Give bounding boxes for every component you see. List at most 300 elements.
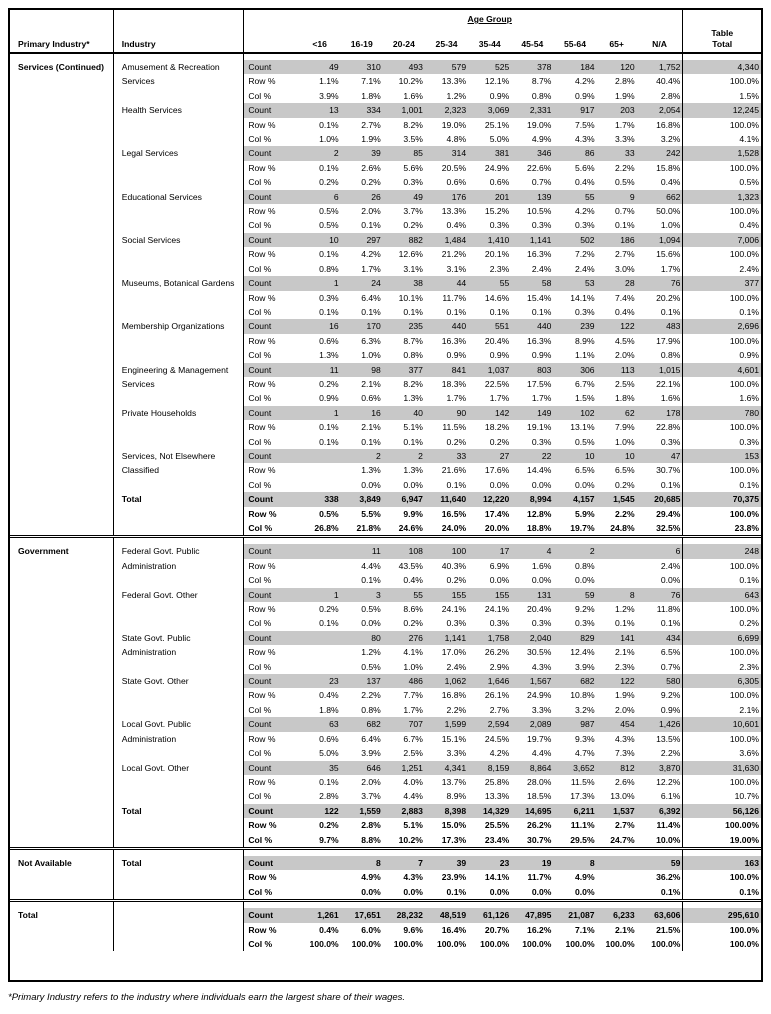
value-cell: 0.6%: [319, 335, 339, 346]
value-cell: 0.9%: [489, 350, 510, 361]
industry-label: Museums, Botanical Gardens: [121, 278, 235, 289]
value-cell: 0.1%: [361, 306, 381, 317]
value-cell: 1,037: [468, 363, 511, 377]
value-cell: 25.1%: [484, 119, 510, 130]
value-cell: 47: [637, 449, 683, 463]
value-cell: 3.7%: [403, 206, 423, 217]
table-total-cell: 100.0%: [683, 559, 761, 573]
header-age-65plus: 65+: [597, 10, 637, 53]
row-type-label: Count: [244, 363, 299, 377]
value-cell: 1.7%: [615, 119, 635, 130]
row-type-label: Count: [244, 804, 299, 818]
industry-label: Total: [121, 805, 142, 816]
value-cell: 2: [383, 449, 425, 463]
row-type-label: Count: [244, 674, 299, 688]
table-total-cell: 0.5%: [683, 175, 761, 189]
table-total-cell: 100.0%: [683, 420, 761, 434]
table-total-cell: 12,245: [683, 103, 761, 117]
value-cell: 23.9%: [441, 872, 467, 883]
value-cell: 155: [468, 588, 511, 602]
table-row: [10, 103, 761, 117]
value-cell: 1.3%: [403, 393, 423, 404]
group-spacer: [10, 901, 761, 909]
value-cell: 19.7%: [570, 523, 595, 533]
row-type-label: Row %: [244, 923, 299, 937]
value-cell: 0.2%: [489, 436, 510, 447]
spacer-cell: [597, 901, 637, 909]
value-cell: 24.8%: [610, 523, 635, 533]
value-cell: 10.8%: [570, 690, 595, 701]
value-cell: 12.6%: [398, 249, 423, 260]
value-cell: 0.3%: [489, 220, 510, 231]
row-type-label: Col %: [244, 391, 299, 405]
value-cell: 0.7%: [615, 206, 635, 217]
table-total-cell: 100.0%: [683, 937, 761, 951]
industry-label: Federal Govt. Other: [121, 589, 198, 600]
table-total-cell: 100.0%: [683, 74, 761, 88]
value-cell: [299, 645, 341, 659]
value-cell: 38: [383, 276, 425, 290]
table-total-cell: 19.00%: [683, 833, 761, 849]
value-cell: 0.0%: [489, 886, 510, 897]
value-cell: 0.0%: [531, 575, 552, 586]
value-cell: 0.4%: [446, 220, 467, 231]
header-industry: Industry: [113, 10, 244, 53]
value-cell: 12,220: [468, 492, 511, 506]
value-cell: 0.2%: [319, 177, 339, 188]
value-cell: 22.8%: [656, 422, 681, 433]
value-cell: 1,261: [299, 908, 341, 922]
row-type-label: Count: [244, 406, 299, 420]
row-type-label: Col %: [244, 89, 299, 103]
value-cell: 39: [425, 856, 468, 870]
row-type-label: Row %: [244, 204, 299, 218]
row-type-label: Col %: [244, 789, 299, 803]
value-cell: 6,392: [637, 804, 683, 818]
value-cell: 377: [383, 363, 425, 377]
header-age-25-34-label: 25-34: [435, 39, 458, 49]
value-cell: 1,062: [425, 674, 468, 688]
value-cell: 98: [341, 363, 383, 377]
value-cell: 178: [637, 406, 683, 420]
group-spacer: [10, 537, 761, 545]
value-cell: 8,864: [511, 761, 553, 775]
value-cell: 0.6%: [489, 177, 510, 188]
value-cell: 11.5%: [442, 422, 467, 433]
value-cell: 10.5%: [527, 206, 552, 217]
industry-label: State Govt. Other: [121, 676, 189, 687]
value-cell: 122: [597, 674, 637, 688]
table-total-cell: 6,699: [683, 631, 761, 645]
table-row: [10, 363, 761, 377]
value-cell: 15.8%: [656, 162, 681, 173]
value-cell: 9.2%: [575, 604, 595, 615]
value-cell: 3.3%: [531, 704, 552, 715]
value-cell: 24.5%: [484, 733, 510, 744]
industry-label: Membership Organizations: [121, 321, 225, 332]
value-cell: [597, 870, 637, 884]
value-cell: 59: [553, 588, 596, 602]
value-cell: 3,652: [553, 761, 596, 775]
value-cell: 8.6%: [403, 604, 423, 615]
value-cell: 18.8%: [527, 523, 552, 533]
value-cell: 24.7%: [610, 834, 635, 845]
value-cell: 137: [341, 674, 383, 688]
value-cell: 8: [553, 856, 596, 870]
row-type-label: Row %: [244, 645, 299, 659]
value-cell: 2.7%: [615, 820, 635, 831]
value-cell: 486: [383, 674, 425, 688]
value-cell: 58: [511, 276, 553, 290]
value-cell: 80: [341, 631, 383, 645]
value-cell: 3,849: [341, 492, 383, 506]
value-cell: 2.2%: [615, 162, 635, 173]
value-cell: 17.5%: [527, 378, 552, 389]
value-cell: 4.4%: [403, 791, 423, 802]
row-type-label: Col %: [244, 573, 299, 587]
value-cell: 5.9%: [575, 508, 595, 519]
value-cell: 1.0%: [615, 436, 635, 447]
value-cell: 23: [299, 674, 341, 688]
spacer-cell: [10, 848, 113, 856]
value-cell: 2.4%: [660, 560, 681, 571]
value-cell: 1.6%: [531, 560, 552, 571]
value-cell: 6.9%: [489, 560, 510, 571]
value-cell: 17: [468, 544, 511, 558]
header-total-label: Total: [712, 39, 733, 49]
value-cell: 434: [637, 631, 683, 645]
value-cell: 14.1%: [484, 872, 510, 883]
header-table-label: Table: [711, 28, 734, 38]
value-cell: 4.5%: [615, 335, 635, 346]
value-cell: 1,094: [637, 233, 683, 247]
value-cell: 0.6%: [319, 733, 339, 744]
value-cell: 27: [468, 449, 511, 463]
value-cell: 0.1%: [361, 220, 381, 231]
value-cell: 0.8%: [403, 350, 423, 361]
value-cell: 841: [425, 363, 468, 377]
header-age-16-19: 16-19: [341, 10, 383, 53]
value-cell: 24.1%: [441, 604, 467, 615]
value-cell: 987: [553, 717, 596, 731]
table-row: [10, 276, 761, 290]
table-total-cell: 0.4%: [683, 218, 761, 232]
spacer-cell: [244, 901, 299, 909]
table-total-cell: 2.4%: [683, 262, 761, 276]
row-type-label: Count: [244, 761, 299, 775]
value-cell: 440: [511, 319, 553, 333]
row-type-label: Count: [244, 631, 299, 645]
age-group-table: [10, 10, 761, 951]
row-type-label: Col %: [244, 746, 299, 760]
value-cell: 4.4%: [361, 560, 381, 571]
value-cell: 1.2%: [446, 90, 467, 101]
value-cell: 1.6%: [403, 90, 423, 101]
value-cell: 1.0%: [319, 134, 339, 145]
spacer-cell: [299, 848, 341, 856]
table-row: [10, 233, 761, 247]
value-cell: 55: [383, 588, 425, 602]
value-cell: 15.2%: [484, 206, 510, 217]
row-type-label: Count: [244, 233, 299, 247]
value-cell: 1,752: [637, 60, 683, 74]
value-cell: 11.5%: [570, 776, 595, 787]
table-row: [10, 190, 761, 204]
table-total-cell: 100.0%: [683, 377, 761, 391]
value-cell: 0.1%: [319, 249, 339, 260]
row-type-label: Row %: [244, 507, 299, 521]
value-cell: 4.3%: [575, 134, 595, 145]
value-cell: 142: [468, 406, 511, 420]
value-cell: 30.7%: [527, 834, 552, 845]
value-cell: 49: [383, 190, 425, 204]
spacer-cell: [10, 901, 113, 909]
table-total-cell: 7,006: [683, 233, 761, 247]
value-cell: 20.7%: [484, 924, 510, 935]
value-cell: 1: [299, 276, 341, 290]
value-cell: 0.4%: [319, 924, 339, 935]
industry-label: [113, 908, 244, 951]
value-cell: 29.5%: [570, 834, 595, 845]
table-total-cell: 4.1%: [683, 132, 761, 146]
value-cell: 40.3%: [441, 560, 467, 571]
value-cell: 100.0%: [351, 938, 381, 949]
value-cell: 1,484: [425, 233, 468, 247]
value-cell: 1.7%: [361, 263, 381, 274]
industry-label: Legal Services: [121, 148, 179, 159]
primary-industry-label: Not Available: [10, 856, 113, 901]
spacer-cell: [383, 901, 425, 909]
primary-industry-label: Total: [10, 908, 113, 951]
value-cell: 1.7%: [489, 393, 510, 404]
value-cell: 19.0%: [527, 119, 552, 130]
value-cell: 0.1%: [660, 618, 681, 629]
value-cell: 24.1%: [484, 604, 510, 615]
table-total-cell: 248: [683, 544, 761, 558]
spacer-cell: [113, 848, 244, 856]
spacer-cell: [341, 537, 383, 545]
value-cell: 14.1%: [570, 292, 595, 303]
value-cell: 3.3%: [615, 134, 635, 145]
value-cell: 310: [341, 60, 383, 74]
value-cell: 2.1%: [361, 422, 381, 433]
value-cell: 100.0%: [309, 938, 339, 949]
value-cell: 2.9%: [489, 661, 510, 672]
value-cell: 6,947: [383, 492, 425, 506]
table-total-cell: 163: [683, 856, 761, 870]
value-cell: 4.2%: [489, 748, 510, 759]
value-cell: 0.0%: [489, 575, 510, 586]
value-cell: 0.8%: [660, 350, 681, 361]
value-cell: [597, 885, 637, 901]
spacer-cell: [597, 848, 637, 856]
row-type-label: Col %: [244, 435, 299, 449]
value-cell: 201: [468, 190, 511, 204]
value-cell: 24.0%: [441, 523, 467, 533]
value-cell: 1.9%: [361, 134, 381, 145]
value-cell: [299, 856, 341, 870]
value-cell: 0.3%: [531, 220, 552, 231]
value-cell: 5.5%: [361, 508, 381, 519]
value-cell: 14.4%: [527, 465, 552, 476]
industry-label: Amusement & Recreation Services: [121, 62, 220, 87]
value-cell: 21.6%: [441, 465, 467, 476]
row-type-label: Row %: [244, 420, 299, 434]
value-cell: 4.8%: [446, 134, 467, 145]
value-cell: 22.5%: [484, 378, 510, 389]
value-cell: 242: [637, 146, 683, 160]
table-row: [10, 717, 761, 731]
value-cell: 3,870: [637, 761, 683, 775]
spacer-cell: [383, 53, 425, 60]
table-row: [10, 492, 761, 506]
value-cell: 21.8%: [356, 523, 381, 533]
value-cell: 0.2%: [446, 436, 467, 447]
value-cell: 40.4%: [656, 76, 681, 87]
value-cell: 0.2%: [319, 604, 339, 615]
value-cell: 12.8%: [527, 508, 552, 519]
table-total-cell: 100.0%: [683, 247, 761, 261]
value-cell: 55: [468, 276, 511, 290]
table-total-cell: 100.0%: [683, 291, 761, 305]
spacer-cell: [468, 901, 511, 909]
value-cell: 14.6%: [484, 292, 510, 303]
value-cell: 12.4%: [570, 647, 595, 658]
value-cell: 1.7%: [446, 393, 467, 404]
value-cell: 1: [299, 406, 341, 420]
row-type-label: Count: [244, 544, 299, 558]
value-cell: 0.3%: [319, 292, 339, 303]
table-total-cell: 100.0%: [683, 602, 761, 616]
table-row: [10, 631, 761, 645]
row-type-label: Col %: [244, 175, 299, 189]
value-cell: 3.1%: [446, 263, 467, 274]
value-cell: 176: [425, 190, 468, 204]
row-type-label: Count: [244, 717, 299, 731]
value-cell: 1,545: [597, 492, 637, 506]
value-cell: 454: [597, 717, 637, 731]
value-cell: 0.1%: [489, 306, 510, 317]
value-cell: 580: [637, 674, 683, 688]
value-cell: 22: [511, 449, 553, 463]
value-cell: 0.3%: [660, 436, 681, 447]
row-type-label: Count: [244, 492, 299, 506]
value-cell: 2.5%: [403, 748, 423, 759]
value-cell: 8.9%: [575, 335, 595, 346]
value-cell: 1,141: [425, 631, 468, 645]
value-cell: 6.0%: [361, 924, 381, 935]
industry-label: Engineering & Management Services: [121, 364, 229, 389]
value-cell: 43.5%: [398, 560, 423, 571]
value-cell: 334: [341, 103, 383, 117]
table-total-cell: 2.3%: [683, 660, 761, 674]
value-cell: 0.6%: [361, 393, 381, 404]
primary-industry-label: Government: [10, 544, 113, 848]
value-cell: 4.0%: [403, 776, 423, 787]
value-cell: 86: [553, 146, 596, 160]
value-cell: 100: [425, 544, 468, 558]
value-cell: 13.5%: [656, 733, 681, 744]
row-type-label: Row %: [244, 334, 299, 348]
value-cell: 11.7%: [527, 872, 552, 883]
value-cell: 0.0%: [403, 479, 423, 490]
table-total-cell: 0.1%: [683, 885, 761, 901]
group-spacer: [10, 53, 761, 60]
value-cell: 30.7%: [656, 465, 681, 476]
header-primary-industry: Primary Industry*: [10, 10, 113, 53]
value-cell: 4,341: [425, 761, 468, 775]
value-cell: 6.5%: [660, 647, 681, 658]
value-cell: 2.2%: [361, 690, 381, 701]
header-age-20-24: 20-24: [383, 10, 425, 53]
spacer-cell: [553, 901, 596, 909]
value-cell: 2.3%: [615, 661, 635, 672]
value-cell: 120: [597, 60, 637, 74]
value-cell: 1.9%: [615, 690, 635, 701]
value-cell: 1,001: [383, 103, 425, 117]
value-cell: 17.3%: [441, 834, 467, 845]
table-total-cell: 100.00%: [683, 818, 761, 832]
value-cell: 8,398: [425, 804, 468, 818]
table-total-cell: 100.0%: [683, 645, 761, 659]
value-cell: 2,040: [511, 631, 553, 645]
value-cell: 1.2%: [615, 604, 635, 615]
table-total-cell: 100.0%: [683, 334, 761, 348]
row-type-label: Row %: [244, 732, 299, 746]
value-cell: 4.9%: [531, 134, 552, 145]
value-cell: 1,646: [468, 674, 511, 688]
value-cell: 15.0%: [441, 820, 467, 831]
row-type-label: Row %: [244, 559, 299, 573]
value-cell: 76: [637, 588, 683, 602]
value-cell: 100.0%: [436, 938, 467, 949]
row-type-label: Col %: [244, 703, 299, 717]
header-age-group: Age Group: [467, 14, 512, 24]
value-cell: 8: [341, 856, 383, 870]
value-cell: 0.0%: [575, 886, 595, 897]
value-cell: 2.2%: [615, 508, 635, 519]
value-cell: 26: [341, 190, 383, 204]
value-cell: 8.2%: [403, 378, 423, 389]
row-type-label: Count: [244, 449, 299, 463]
value-cell: 2,054: [637, 103, 683, 117]
spacer-cell: [299, 537, 341, 545]
value-cell: 829: [553, 631, 596, 645]
value-cell: [597, 856, 637, 870]
industry-label: Federal Govt. Public Administration: [121, 546, 200, 571]
value-cell: 0.2%: [403, 618, 423, 629]
value-cell: 10: [597, 449, 637, 463]
value-cell: 2.7%: [361, 119, 381, 130]
value-cell: 20,685: [637, 492, 683, 506]
table-total-cell: 1.6%: [683, 391, 761, 405]
value-cell: 20.1%: [484, 249, 510, 260]
value-cell: 20.4%: [484, 335, 510, 346]
value-cell: 5.1%: [403, 422, 423, 433]
value-cell: 28.0%: [527, 776, 552, 787]
value-cell: 11: [299, 363, 341, 377]
value-cell: 53: [553, 276, 596, 290]
value-cell: 6.3%: [361, 335, 381, 346]
value-cell: 1,599: [425, 717, 468, 731]
value-cell: 4.7%: [575, 748, 595, 759]
value-cell: 16: [341, 406, 383, 420]
row-type-label: Count: [244, 60, 299, 74]
table-row: [10, 674, 761, 688]
value-cell: 7: [383, 856, 425, 870]
value-cell: 1.8%: [361, 90, 381, 101]
row-type-label: Count: [244, 908, 299, 922]
